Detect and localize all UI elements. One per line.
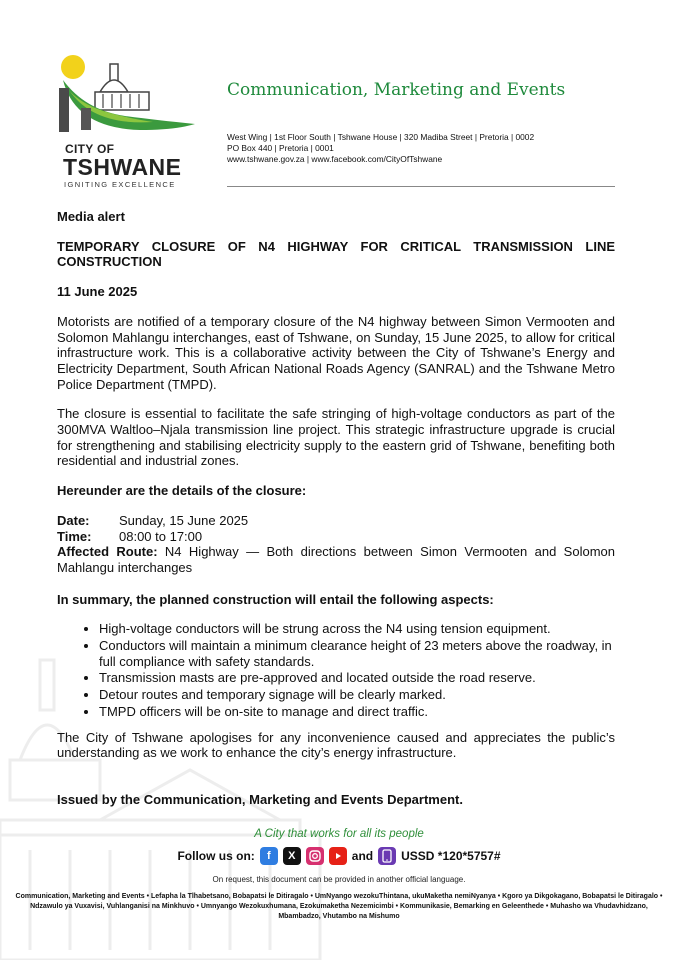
media-alert-body — [57, 209, 615, 808]
logo-emblem-icon — [55, 50, 205, 142]
closing-paragraph: The City of Tshwane apologises for any inconvenience caused and appreciates the public’s understanding as we work to enhance the city’s energy infrastructure. — [57, 729, 615, 761]
list-item: • Conductors will maintain a minimum clearance height of 23 meters above the roadway, in full compliance with safety standards. — [99, 638, 615, 669]
slogan: A City that works for all its people — [254, 828, 424, 840]
header-divider — [227, 186, 615, 187]
details-heading: Hereunder are the details of the closure: — [57, 483, 307, 499]
aspects-list — [57, 621, 615, 719]
address-block — [227, 132, 534, 165]
letterhead — [55, 50, 625, 190]
footer — [0, 828, 678, 922]
logo-name: TSHWANE — [63, 154, 182, 180]
facebook-icon[interactable]: f — [260, 847, 278, 865]
detail-route — [57, 544, 615, 575]
follow-label: Follow us on: — [177, 849, 255, 863]
list-item: • TMPD officers will be on-site to manage and direct traffic. — [99, 704, 615, 720]
department-name-translations: Communication, Marketing and Events • Lefapha la Tlhabetsano, Bobapatsi le Ditiragalo • UmNyango wezokuThintana, ukuMaketha nemiNyanya • Kgoro ya Dikgokagano, Bobapatsi le Ditiragalo • Ndzawulo ya Vuxavisi, Vuhlanganisi na Minkhuvo • Umnyango Wezokuxhumana, Ezokumaketha Nezemicimbi • Kommunikasie, Bemarking en Geleenthede • Muhasho wa Vhudavhidzano, Mbambadzo, Vhutambo na Mishumo — [15, 893, 663, 920]
ussd-code: USSD *120*5757# — [401, 849, 501, 863]
list-item: • High-voltage conductors will be strung across the N4 using tension equipment. — [99, 621, 615, 637]
follow-us-row — [0, 845, 678, 867]
paragraph-intro: Motorists are notified of a temporary closure of the N4 highway between Simon Vermooten and Solomon Mahlangu interchanges, east of Tshwane, on Sunday, 15 June 2025, to allow for critical infrastructure work. This is a collaborative activity between the City of Tshwane’s Energy and Electricity Department, South African National Roads Agency (SANRAL) and the Tshwane Metro Police Department (TMPD). — [57, 313, 615, 392]
alert-date: 11 June 2025 — [57, 284, 138, 300]
detail-route-value: N4 Highway — Both directions between Simon Vermooten and Solomon Mahlangu interchanges — [57, 544, 615, 575]
x-icon[interactable]: X — [283, 847, 301, 865]
detail-date-value: Sunday, 15 June 2025 — [119, 512, 249, 528]
summary-heading: In summary, the planned construction will entail the following aspects: — [57, 591, 494, 607]
list-item: • Detour routes and temporary signage will be clearly marked. — [99, 687, 615, 703]
document-type: Media alert — [57, 209, 125, 224]
address-line-2: PO Box 440 | Pretoria | 0001 — [227, 143, 334, 153]
language-request-note: On request, this document can be provided in another official language. — [212, 875, 466, 884]
list-item: • Transmission masts are pre-approved and located outside the road reserve. — [99, 670, 615, 686]
detail-time-label: Time: — [57, 528, 92, 544]
detail-time-value: 08:00 to 17:00 — [119, 528, 203, 544]
department-title: Communication, Marketing and Events — [227, 80, 566, 100]
city-of-tshwane-logo — [55, 50, 205, 190]
detail-date-label: Date: — [57, 512, 90, 528]
phone-icon — [378, 847, 396, 865]
logo-tagline: IGNITING EXCELLENCE — [64, 180, 176, 189]
detail-route-label: Affected Route: — [57, 544, 158, 560]
headline: TEMPORARY CLOSURE OF N4 HIGHWAY FOR CRITICAL TRANSMISSION LINE CONSTRUCTION — [57, 238, 615, 270]
logo-city-of: CITY OF — [65, 142, 115, 156]
youtube-icon[interactable] — [329, 847, 347, 865]
address-line-1: West Wing | 1st Floor South | Tshwane House | 320 Madiba Street | Pretoria | 0002 — [227, 132, 535, 142]
paragraph-purpose: The closure is essential to facilitate the safe stringing of high-voltage conductors as part of the 300MVA Waltloo–Njala transmission line project. This strategic infrastructure upgrade is crucial for strengthening and stabilising electricity supply to the eastern grid of Tshwane, benefiting both residential and industrial zones. — [57, 406, 615, 469]
issued-by: Issued by the Communication, Marketing and Events Department. — [57, 791, 463, 807]
detail-date — [57, 513, 615, 529]
address-line-3: www.tshwane.gov.za | www.facebook.com/CityOfTshwane — [227, 154, 443, 164]
and-label: and — [351, 849, 374, 863]
instagram-icon[interactable] — [306, 847, 324, 865]
detail-time — [57, 529, 615, 545]
closure-details — [57, 513, 615, 576]
